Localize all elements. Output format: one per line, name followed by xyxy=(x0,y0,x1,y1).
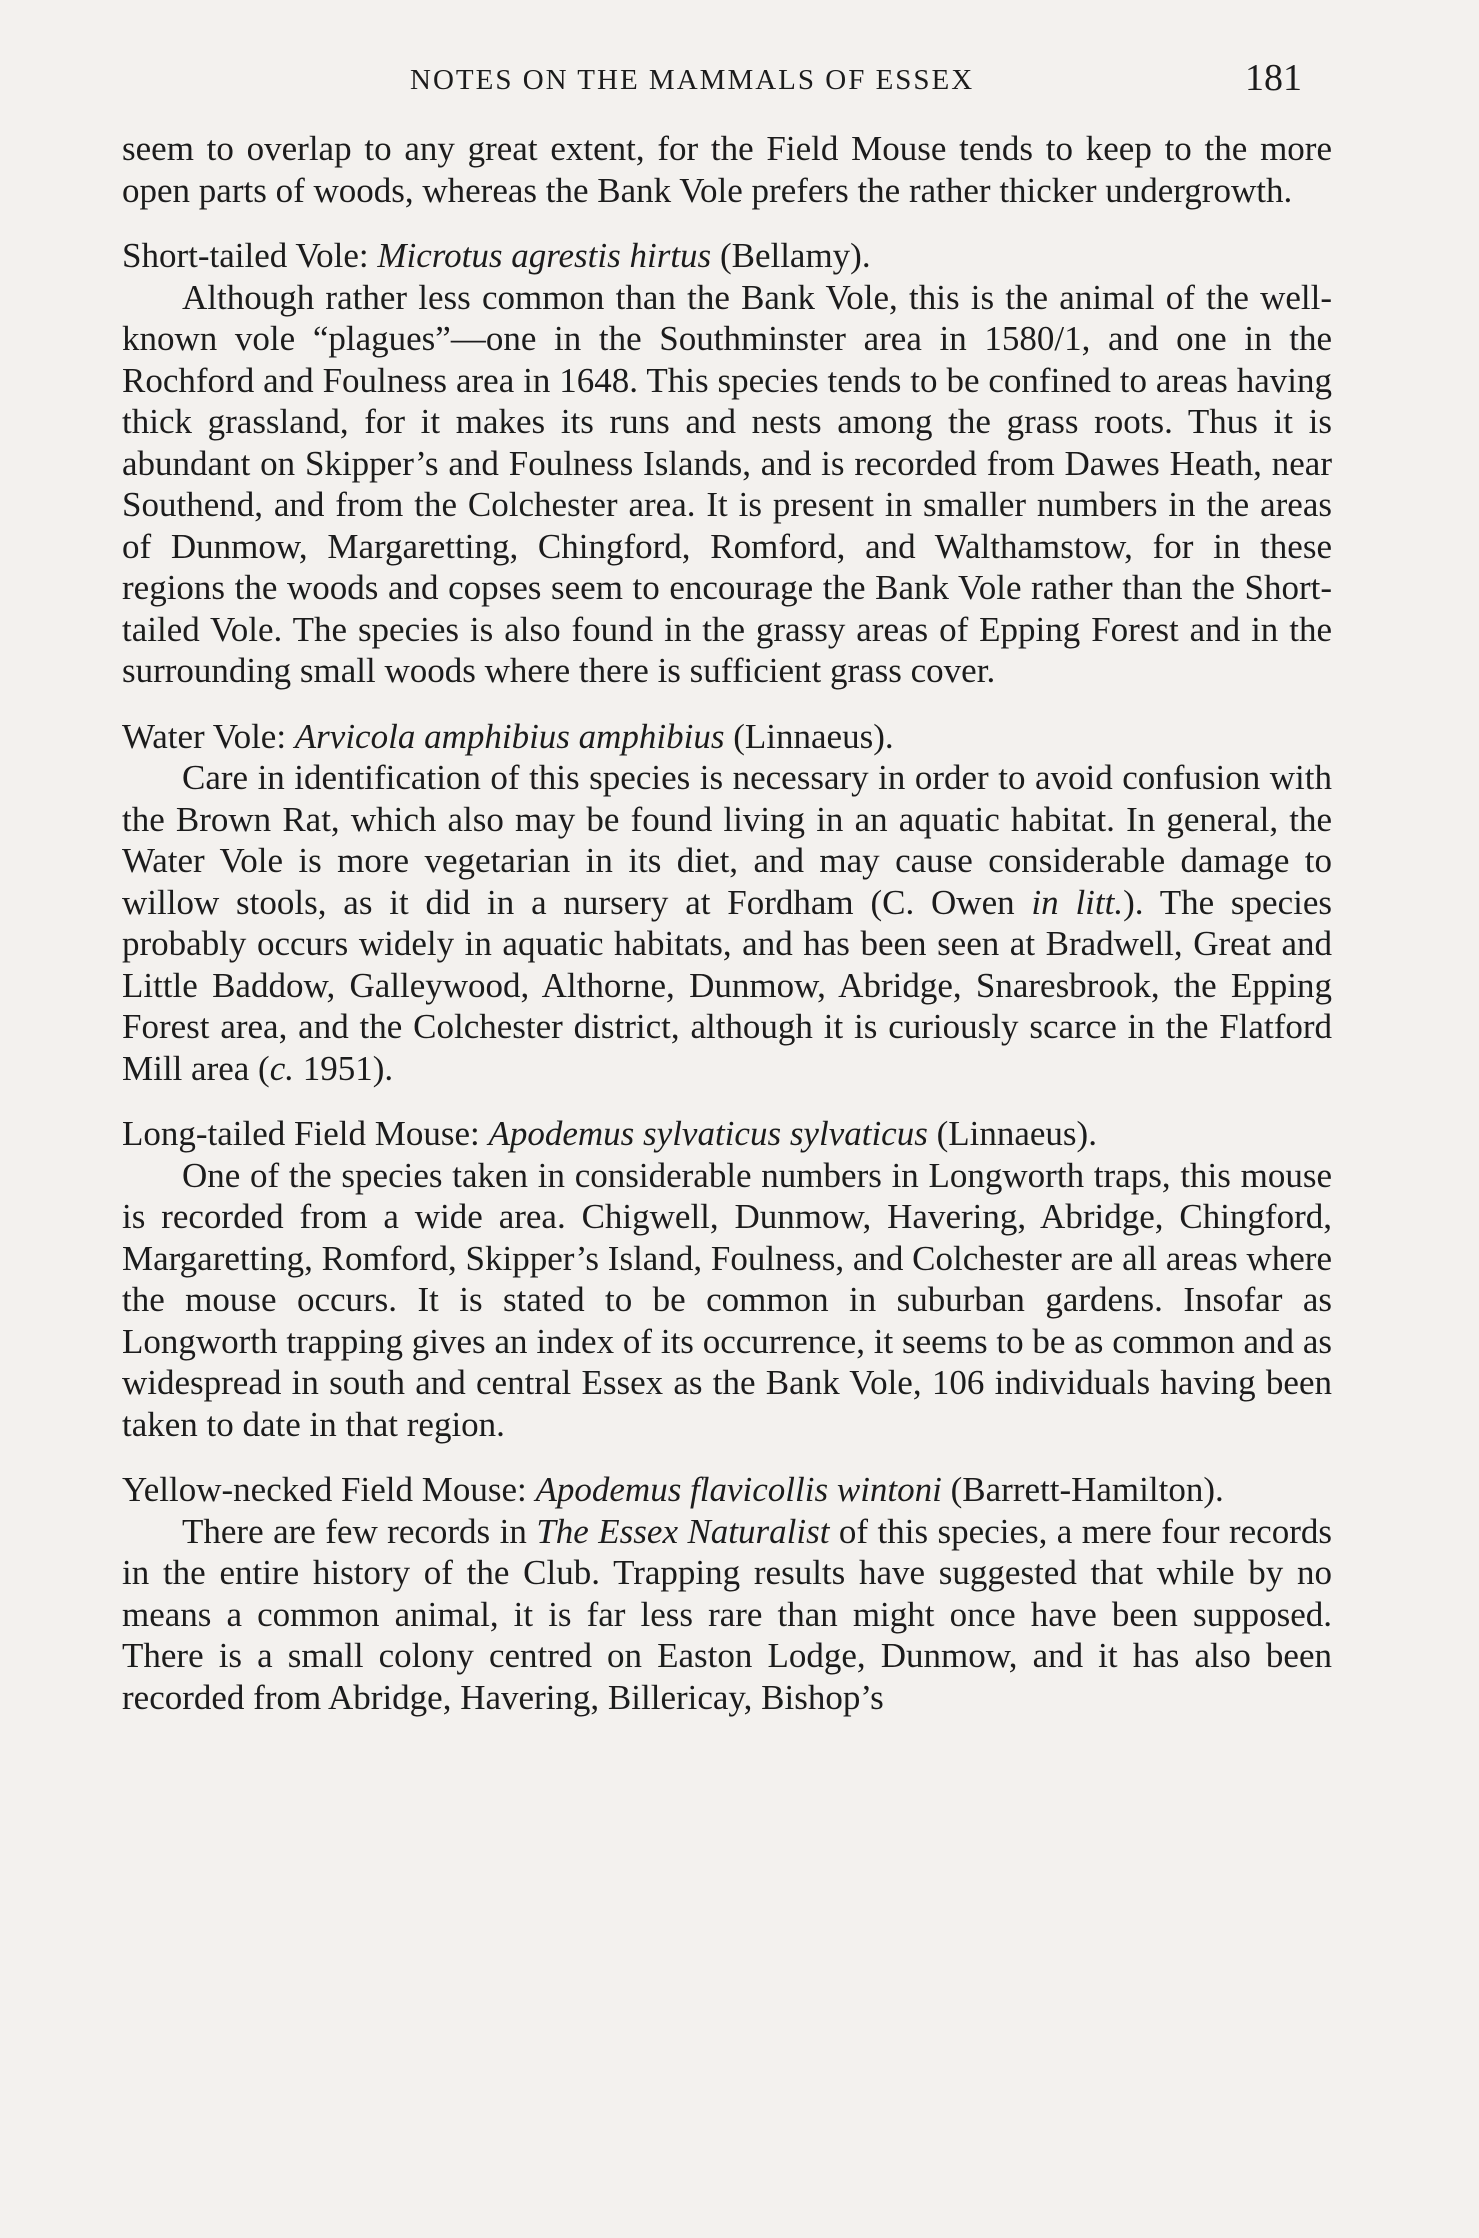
species-heading-yellow-necked-field-mouse xyxy=(122,1469,1332,1511)
paragraph-water-vole xyxy=(122,757,1332,1089)
text-run: of this species, a mere four records in the entire history of the Club. Trapping results have suggested that while by no means a common animal, it is far less rare than might once have been supposed. There is a small colony centred on Easton Lodge, Dunmow, and it has also been recorded from Abridge, Havering, Billericay, Bishop’s xyxy=(122,1511,1332,1717)
latin-name: Arvicola amphibius amphibius xyxy=(294,716,725,756)
species-heading-water-vole xyxy=(122,716,1332,758)
paragraph-yellow-necked-field-mouse xyxy=(122,1511,1332,1719)
authority: (Bellamy). xyxy=(711,236,871,275)
common-name: Yellow-necked Field Mouse: xyxy=(122,1470,536,1509)
common-name: Short-tailed Vole: xyxy=(122,236,378,275)
species-heading-long-tailed-field-mouse xyxy=(122,1113,1332,1155)
page-header xyxy=(0,56,1479,106)
italic-run: The Essex Naturalist xyxy=(536,1511,830,1551)
authority: (Linnaeus). xyxy=(927,1114,1097,1153)
common-name: Long-tailed Field Mouse: xyxy=(122,1114,489,1153)
latin-name: Apodemus sylvaticus sylvaticus xyxy=(488,1114,928,1153)
authority: (Barrett-Hamilton). xyxy=(941,1470,1224,1509)
latin-name: Microtus agrestis hirtus xyxy=(377,236,712,275)
species-heading-short-tailed-vole xyxy=(122,235,1332,277)
text-run: Care in identification of this species is necessary in order to avoid confusion with the Brown Rat, which also may be found living in an aquatic habitat. In general, the Water Vole is more vegetarian in its diet, and may cause considerable damage to willow stools, as it did in a nursery at Fordham (C. Owen xyxy=(122,758,1332,922)
italic-run: in litt. xyxy=(1031,882,1124,922)
body-text xyxy=(122,128,1332,1718)
latin-name: Apodemus flavicollis wintoni xyxy=(535,1470,942,1509)
italic-run: c. xyxy=(269,1048,295,1088)
paragraph-short-tailed-vole: Although rather less common than the Bank Vole, this is the animal of the well-known vole “plagues”—one in the Southminster area in 1580/1, and one in the Rochford and Foulness area in 1648. This species tends to be confined to areas having thick grassland, for it makes its runs and nests among the grass roots. Thus it is abundant on Skipper’s and Foulness Islands, and is recorded from Dawes Heath, near Southend, and from the Colchester area. It is present in smaller numbers in the areas of Dunmow, Margaretting, Chingford, Romford, and Walthamstow, for in these regions the woods and copses seem to encourage the Bank Vole rather than the Short-tailed Vole. The species is also found in the grassy areas of Epping Forest and in the surrounding small woods where there is sufficient grass cover. xyxy=(122,277,1332,690)
text-run: 1951). xyxy=(294,1048,394,1088)
running-head: NOTES ON THE MAMMALS OF ESSEX xyxy=(410,64,975,96)
page-number: 181 xyxy=(1245,57,1302,99)
authority: (Linnaeus). xyxy=(724,716,894,756)
common-name: Water Vole: xyxy=(122,716,295,756)
text-run: There are few records in xyxy=(182,1511,537,1551)
paragraph-intro: seem to overlap to any great extent, for the Field Mouse tends to keep to the more open parts of woods, whereas the Bank Vole prefers the rather thicker undergrowth. xyxy=(122,129,1332,210)
text-run: ). The species probably occurs widely in aquatic habitats, and has been seen at Bradwell, Great and Little Baddow, Galleywood, Althorne, Dunmow, Abridge, Snaresbrook, the Epping Forest area, and the Colchester district, although it is curiously scarce in the Flatford Mill area ( xyxy=(122,882,1332,1088)
paragraph-long-tailed-field-mouse: One of the species taken in considerable numbers in Longworth traps, this mouse is recorded from a wide area. Chigwell, Dunmow, Havering, Abridge, Chingford, Margaretting, Romford, Skipper’s Island, Foulness, and Colchester are all areas where the mouse occurs. It is stated to be common in suburban gardens. Insofar as Longworth trapping gives an index of its occurrence, it seems to be as common and as widespread in south and central Essex as the Bank Vole, 106 individuals having been taken to date in that region. xyxy=(122,1155,1332,1444)
